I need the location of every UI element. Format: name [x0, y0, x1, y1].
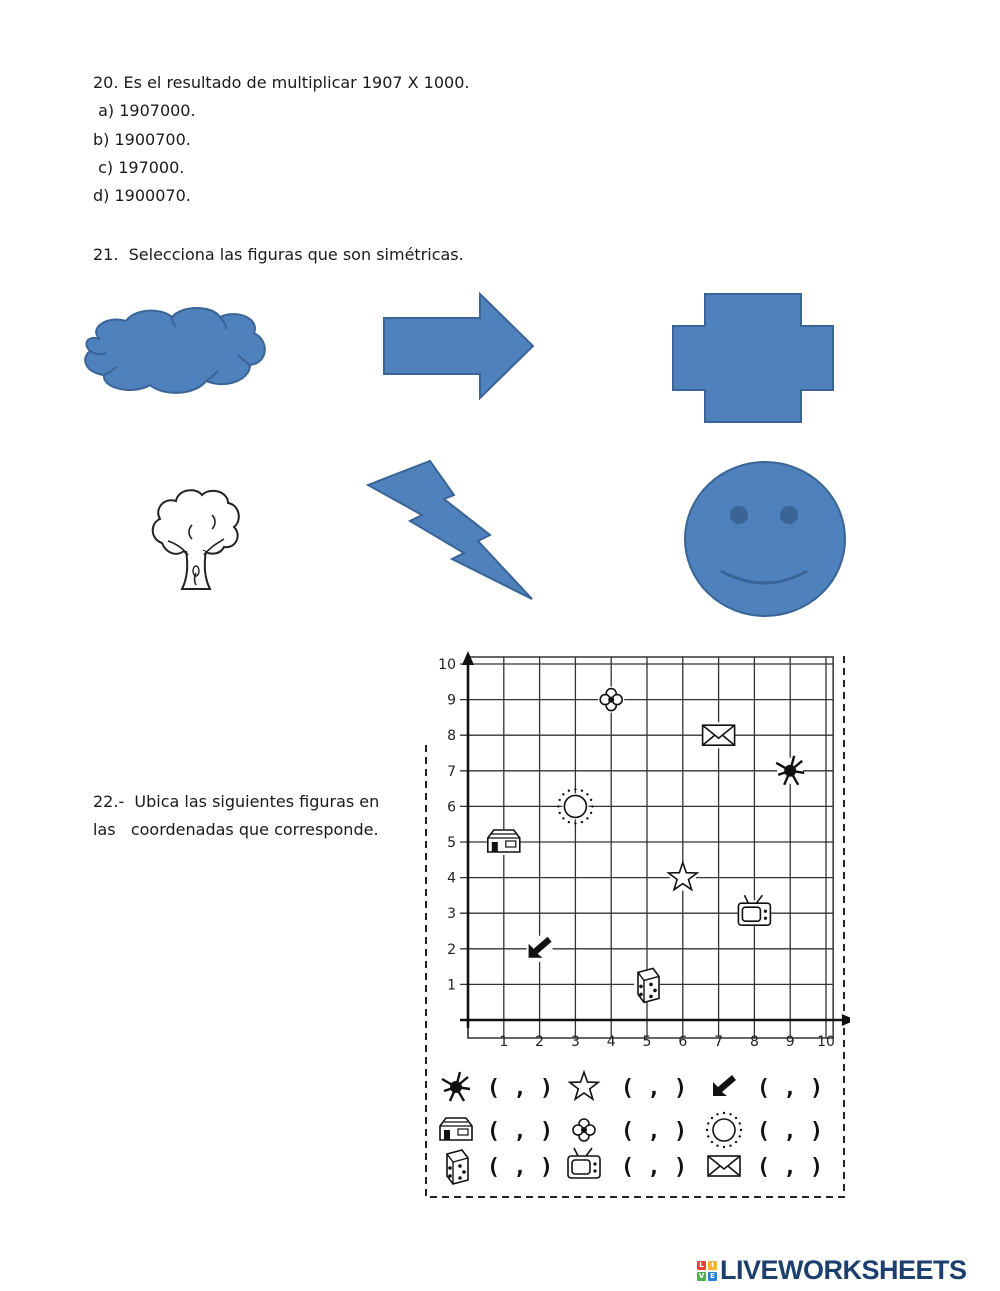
- y-tick-label: 2: [447, 941, 456, 958]
- coordinate-answer-blank[interactable]: ( , ): [620, 1076, 688, 1101]
- coordinate-grid: [420, 645, 850, 1201]
- y-tick-label: 9: [447, 692, 456, 709]
- x-tick-label: 6: [678, 1034, 688, 1050]
- dashed-border: [426, 651, 844, 1197]
- y-axis-arrow: [462, 651, 474, 665]
- logo-mark-tile: V: [698, 1271, 705, 1280]
- logo-mark-tile: I: [708, 1261, 717, 1270]
- y-tick-label: 7: [447, 763, 456, 780]
- x-tick-label: 4: [606, 1034, 616, 1050]
- x-tick-label: 9: [785, 1034, 795, 1050]
- option-d[interactable]: d) 1900070.: [93, 186, 191, 205]
- y-tick-labels: [438, 657, 456, 993]
- y-tick-label: 1: [447, 977, 456, 994]
- coordinate-answer-blank[interactable]: ( , ): [756, 1155, 824, 1180]
- flower-icon: [573, 1119, 595, 1141]
- question-20: 20. Es el resultado de multiplicar 1907 X 1000.: [93, 73, 470, 92]
- y-tick-label: 10: [438, 657, 456, 673]
- spider-icon: [442, 1072, 470, 1101]
- x-tick-label: 2: [535, 1034, 545, 1050]
- arrow-icon[interactable]: [382, 292, 536, 400]
- option-c[interactable]: c) 197000.: [93, 158, 185, 177]
- y-tick-label: 3: [447, 906, 456, 923]
- house-icon: [488, 830, 520, 852]
- coordinate-answer-blank[interactable]: ( , ): [756, 1119, 824, 1144]
- x-tick-labels: [499, 1034, 835, 1050]
- x-axis-arrow: [842, 1014, 850, 1026]
- star-icon: [570, 1072, 599, 1099]
- x-tick-label: 5: [642, 1034, 652, 1050]
- cloud-icon[interactable]: [78, 303, 270, 397]
- coordinate-answer-blank[interactable]: ( , ): [620, 1155, 688, 1180]
- envelope-icon: [703, 725, 735, 745]
- liveworksheets-logo: [697, 1255, 967, 1286]
- dice-icon: [638, 968, 659, 1002]
- dice-icon: [447, 1150, 468, 1184]
- house-icon: [440, 1118, 472, 1140]
- logo-mark: [697, 1261, 717, 1281]
- coordinate-answer-blank[interactable]: ( , ): [486, 1076, 554, 1101]
- tv-icon: [568, 1148, 600, 1178]
- coordinate-grid-panel: [420, 645, 850, 1201]
- y-tick-label: 6: [447, 799, 456, 816]
- sun-icon: [706, 1112, 742, 1148]
- coordinate-answer-blank[interactable]: ( , ): [486, 1119, 554, 1144]
- answer-table[interactable]: [440, 1072, 823, 1184]
- x-tick-label: 7: [714, 1034, 724, 1050]
- question-21: 21. Selecciona las figuras que son simétricas.: [93, 245, 464, 264]
- logo-mark-tile: L: [697, 1261, 706, 1270]
- cross-icon[interactable]: [671, 292, 835, 424]
- y-tick-label: 5: [447, 835, 456, 851]
- logo-mark-tile: E: [708, 1272, 717, 1281]
- logo-text: LIVEWORKSHEETS: [720, 1255, 967, 1285]
- option-b[interactable]: b) 1900700.: [93, 130, 191, 149]
- x-tick-label: 1: [499, 1034, 509, 1050]
- placed-figures: [488, 687, 804, 1003]
- lightning-icon[interactable]: [366, 459, 536, 601]
- tree-icon[interactable]: [148, 485, 242, 593]
- question-22-line1: 22.- Ubica las siguientes figuras en: [93, 792, 380, 811]
- envelope-icon: [708, 1156, 740, 1176]
- y-tick-label: 8: [447, 728, 456, 745]
- coordinate-answer-blank[interactable]: ( , ): [486, 1155, 554, 1180]
- arrow-small-icon: [713, 1075, 736, 1096]
- x-tick-label: 3: [570, 1034, 580, 1050]
- x-tick-label: 8: [749, 1034, 759, 1050]
- y-tick-label: 4: [447, 870, 456, 887]
- option-a[interactable]: a) 1907000.: [93, 101, 196, 120]
- question-22-line2: las coordenadas que corresponde.: [93, 820, 379, 839]
- coordinate-answer-blank[interactable]: ( , ): [756, 1076, 824, 1101]
- smiley-icon[interactable]: [683, 459, 847, 619]
- coordinate-answer-blank[interactable]: ( , ): [620, 1119, 688, 1144]
- x-tick-label: 10: [817, 1034, 835, 1050]
